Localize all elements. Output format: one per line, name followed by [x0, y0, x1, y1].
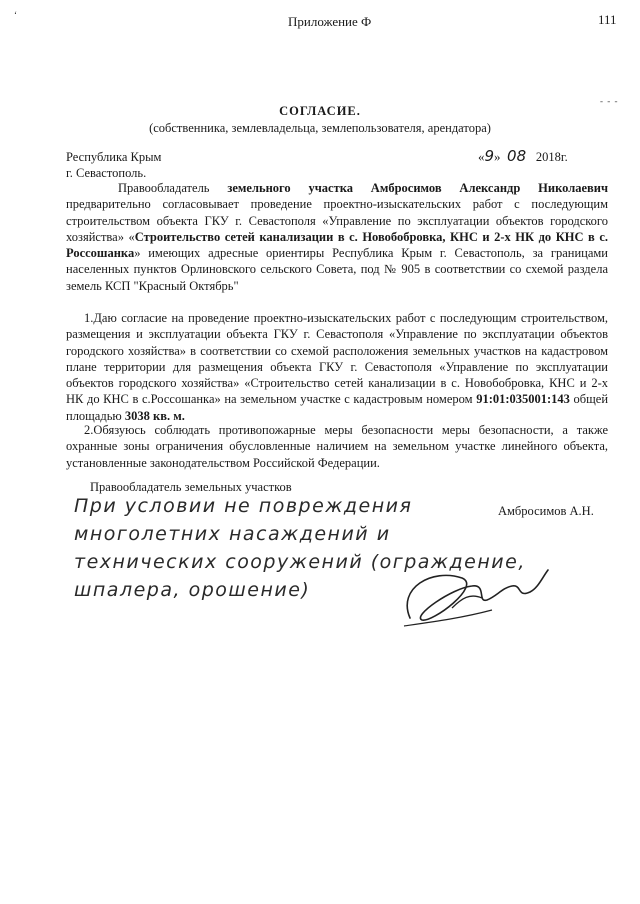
cadastral-number: 91:01:035001:143	[476, 392, 570, 407]
page-number: 111	[598, 12, 617, 27]
p1-text-c: » имеющих адресные ориентиры Республика Крым г. Севастополь, за границами населенных пунктов Орлиновского сельского Совета, под № 905 в соответствии со схемой раздела земель КСП "Красный Октябрь"	[66, 246, 608, 293]
signer-name: Амбросимов А.Н.	[498, 504, 594, 518]
scan-mark: ‘	[14, 10, 17, 20]
consent-paragraph-1	[66, 180, 608, 294]
date-close-quote: »	[494, 149, 501, 164]
document-date	[478, 147, 568, 165]
p1-project-bold: Строительство сетей канализации в с. Новобобровка, КНС и 2-х НК до КНС в с. Россошанка	[66, 229, 608, 261]
p1-text-b: предварительно согласовывает проведение проектно-изыскательских работ с последующим строительством объекта ГКУ г. Севастополя «Управление по эксплуатации объектов городского хозяйства» «	[66, 197, 608, 244]
appendix-label: Приложение Ф	[288, 14, 372, 29]
date-open-quote: «	[478, 149, 485, 164]
signature	[392, 548, 552, 643]
handwritten-line: При условии не повреждения	[74, 495, 413, 517]
p2-text-b: общей площадью	[66, 392, 609, 423]
land-area: 3038 кв. м.	[124, 408, 185, 423]
p3-text: 2.Обязуюсь соблюдать противопожарные меры безопасности меры безопасности, а также охранные зоны ограничения обусловленные наличием на земельном участке линейного объекта, установленные законодательством Российской Федерации.	[66, 423, 608, 470]
holder-label: Правообладатель земельных участков	[90, 480, 292, 494]
p2-text-a: 1.Даю согласие на проведение проектно-изыскательских работ с последующим строительством, размещения и эксплуатации объекта ГКУ г. Севастополя «Управление по эксплуатации объектов городского хозяйства» в соответствии со схемой расположения земельных участков на кадастровом плане территории для размещения объекта ГКУ г. Севастополя «Управление по эксплуатации объектов городского хозяйства» «Строительство сетей канализации в с. Новобобровка, КНС и 2-х НК до КНС в с.Россошанка» на земельном участке с кадастровым номером	[66, 311, 608, 407]
document-title: СОГЛАСИЕ.	[279, 104, 361, 118]
signature-scribble	[392, 548, 552, 638]
handwritten-line: технических сооружений (ограждение,	[74, 551, 526, 573]
scan-artifact: - - -	[600, 96, 619, 106]
date-year: 2018г.	[535, 150, 568, 164]
p1-owner-bold: земельного участка Амбросимов Александр Николаевич	[227, 181, 609, 195]
handwritten-line: шпалера, орошение)	[74, 579, 311, 601]
p1-text-a: Правообладатель	[118, 181, 210, 195]
date-day-handwritten: 9	[484, 147, 495, 165]
consent-paragraph-2	[66, 310, 608, 424]
handwritten-line: многолетних насаждений и	[74, 523, 391, 545]
place-region: Республика Крым	[66, 150, 162, 164]
document-subtitle: (собственника, землевладельца, землепользователя, арендатора)	[149, 121, 491, 135]
place-city: г. Севастополь.	[66, 166, 147, 180]
consent-paragraph-3	[66, 422, 608, 471]
date-month-handwritten: 08	[507, 147, 527, 165]
